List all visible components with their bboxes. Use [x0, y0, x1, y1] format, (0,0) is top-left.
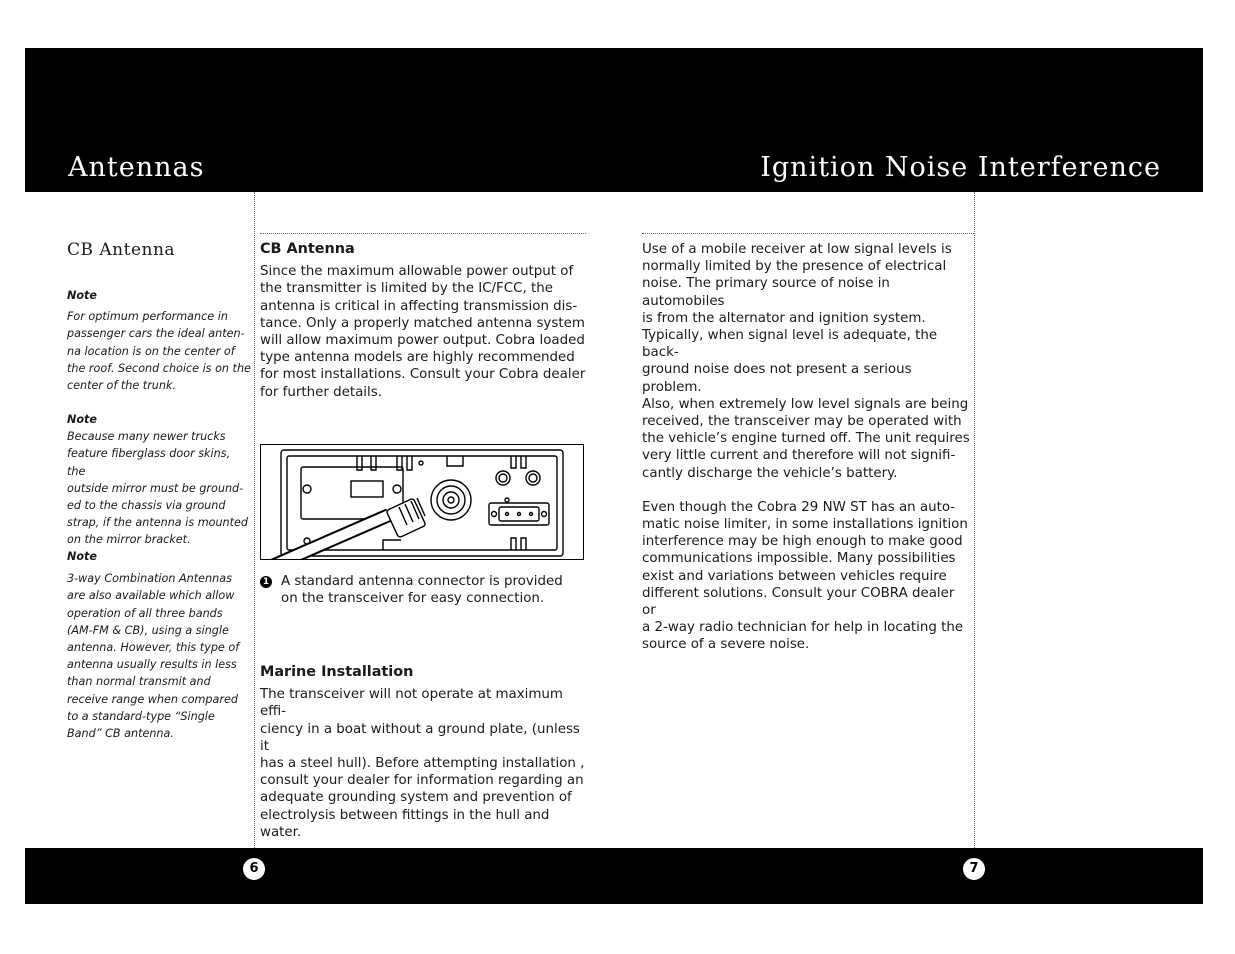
- page-number-right: 7: [963, 858, 985, 880]
- note-label: Note: [67, 550, 97, 563]
- ignition-noise-paragraph-2: Even though the Cobra 29 NW ST has an auto- matic noise limiter, in some installations ignition interference may be high enough to make good communications impossible. Many possibilities exist and variations between vehicles require different solutions. Consult your COBRA dealer or a 2-way radio technician for help in locating the source of a severe noise.: [642, 499, 968, 653]
- note-block: [67, 411, 251, 549]
- column-divider-right: [974, 192, 975, 848]
- note-label: Note: [67, 413, 97, 426]
- cb-antenna-heading: CB Antenna: [260, 241, 355, 257]
- antenna-connector-figure: [260, 444, 584, 560]
- column-divider-left: [254, 192, 255, 848]
- rule-center: [260, 233, 586, 234]
- note-text: For optimum performance in passenger cars the ideal anten- na location is on the center of the roof. Second choice is on the center of the trunk.: [67, 310, 251, 393]
- page-title-right: Ignition Noise Interference: [760, 152, 1161, 183]
- cb-antenna-text: Since the maximum allowable power output of the transmitter is limited by the IC/FCC, the antenna is critical in affecting transmission dis- tance. Only a properly matched antenna system will allow maximum power output. Cobra loaded type antenna models are highly recommended for most installations. Consult your Cobra dealer for further details.: [260, 264, 586, 400]
- marine-installation-heading: Marine Installation: [260, 664, 414, 680]
- note-text: 3-way Combination Antennas are also available which allow operation of all three bands (AM-FM & CB), using a single antenna. However, this type of antenna usually results in less than normal transmit and receive range when compared to a standard-type “Single Band” CB antenna.: [67, 572, 240, 741]
- figure-caption: [260, 573, 580, 607]
- footer-band: [25, 848, 1203, 904]
- rule-right: [642, 233, 974, 234]
- note-label: Note: [67, 289, 97, 302]
- note-block: [67, 548, 251, 742]
- figure-caption-text: A standard antenna connector is provided on the transceiver for easy connection.: [281, 574, 563, 607]
- sidebar-title: CB Antenna: [67, 240, 176, 260]
- note-block: [67, 287, 251, 394]
- page-title-left: Antennas: [68, 152, 205, 183]
- cb-antenna-section: [260, 241, 586, 401]
- ignition-noise-section: [642, 241, 972, 654]
- radio-back-panel-illustration: [261, 445, 584, 560]
- note-text: Because many newer trucks feature fiberglass door skins, the outside mirror must be ground- ed to the chassis via ground strap, if the antenna is mounted on the mirror bracket.: [67, 430, 248, 547]
- marine-installation-text: The transceiver will not operate at maximum effi- ciency in a boat without a ground plate, (unless it has a steel hull). Before attempting installation , consult your dealer for information regarding an adequate grounding system and prevention of electrolysis between fittings in the hull and water.: [260, 687, 585, 840]
- figure-marker: 1: [260, 576, 272, 588]
- marine-installation-section: [260, 664, 586, 841]
- ignition-noise-paragraph-1: Use of a mobile receiver at low signal levels is normally limited by the presence of electrical noise. The primary source of noise in automobiles is from the alternator and ignition system. Typically, when signal level is adequate, the back- ground noise does not present a serious problem. Also, when extremely low level signals are being received, the transceiver may be operated with the vehicle’s engine turned off. The unit requires very little current and therefore will not signifi- cantly discharge the vehicle’s battery.: [642, 242, 970, 481]
- page-number-left: 6: [243, 858, 265, 880]
